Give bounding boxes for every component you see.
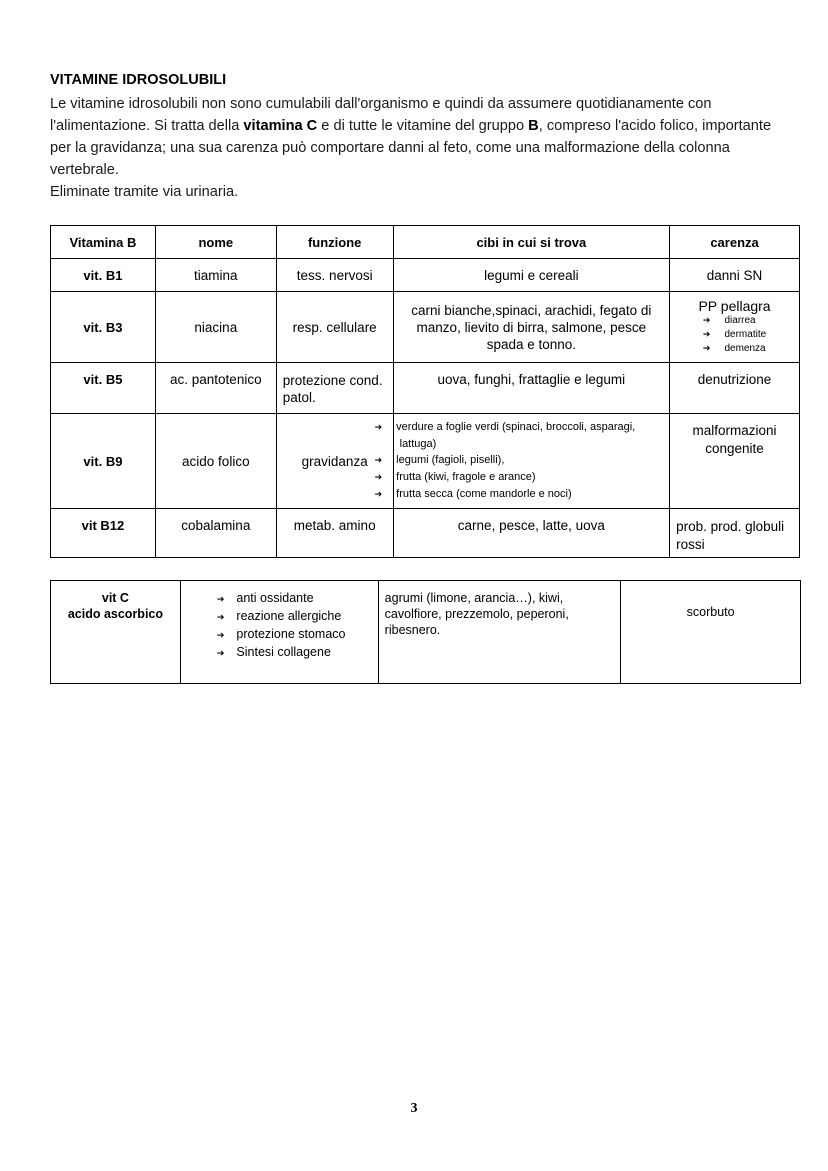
function-cell: gravidanza bbox=[276, 414, 393, 509]
list-item: ➔ Sintesi collagene bbox=[217, 644, 372, 662]
list-item: ➔ diarrea bbox=[703, 314, 766, 328]
deficiency-list bbox=[703, 314, 766, 356]
list-item: ➔ frutta secca (come mandorle e noci) bbox=[400, 486, 663, 503]
foods-list bbox=[396, 419, 663, 503]
deficiency-cell: scorbuto bbox=[621, 581, 801, 684]
header-cell: cibi in cui si trova bbox=[393, 226, 669, 259]
list-item: ➔ reazione allergiche bbox=[217, 608, 372, 626]
deficiency-title: PP pellagra bbox=[698, 298, 771, 314]
header-cell: nome bbox=[155, 226, 276, 259]
foods-cell: carni bianche,spinaci, arachidi, fegato di manzo, lievito di birra, salmone, pesce spada e tonno. bbox=[393, 292, 669, 363]
list-item: ➔ protezione stomaco bbox=[217, 626, 372, 644]
deficiency-cell: malformazioni congenite bbox=[670, 414, 800, 509]
name-cell: niacina bbox=[155, 292, 276, 363]
table-row bbox=[51, 363, 800, 414]
list-item: ➔ dermatite bbox=[703, 328, 766, 342]
table-header-row bbox=[51, 226, 800, 259]
name-cell: tiamina bbox=[155, 259, 276, 292]
name-cell: cobalamina bbox=[155, 509, 276, 558]
section-title: VITAMINE IDROSOLUBILI bbox=[50, 72, 227, 88]
vitamin-cell bbox=[51, 581, 181, 684]
intro-paragraph: Le vitamine idrosolubili non sono cumulabili dall'organismo e quindi da assumere quotidianamente con l'alimentazione. Si tratta della vitamina C e di tutte le vitamine del gruppo B, compreso l'acido folico, importante per la gravidanza; una sua carenza può comportare danni al feto, come una malformazione della colonna vertebrale. Eliminate tramite via urinaria. bbox=[50, 96, 772, 200]
list-item: ➔ demenza bbox=[703, 342, 766, 356]
list-item: ➔ frutta (kiwi, fragole e arance) bbox=[400, 469, 663, 486]
vitamin-cell: vit. B9 bbox=[51, 414, 156, 509]
function-cell bbox=[180, 581, 378, 684]
vitamin-b-table bbox=[50, 225, 800, 558]
function-cell: tess. nervosi bbox=[276, 259, 393, 292]
vitamin-cell: vit B12 bbox=[51, 509, 156, 558]
function-cell: metab. amino bbox=[276, 509, 393, 558]
foods-cell: carne, pesce, latte, uova bbox=[393, 509, 669, 558]
header-cell: Vitamina B bbox=[51, 226, 156, 259]
vitamin-label: vit C bbox=[101, 591, 129, 605]
deficiency-cell: prob. prod. globuli rossi bbox=[670, 509, 800, 558]
table-row bbox=[51, 292, 800, 363]
list-item: ➔ anti ossidante bbox=[217, 590, 372, 608]
name-cell: acido folico bbox=[155, 414, 276, 509]
function-cell: protezione cond. patol. bbox=[276, 363, 393, 414]
table-row bbox=[51, 414, 800, 509]
vitamin-cell: vit. B1 bbox=[51, 259, 156, 292]
vitamin-cell: vit. B3 bbox=[51, 292, 156, 363]
name-cell: ac. pantotenico bbox=[155, 363, 276, 414]
foods-cell bbox=[393, 414, 669, 509]
list-item: ➔ verdure a foglie verdi (spinaci, broccoli, asparagi, lattuga) bbox=[400, 419, 663, 452]
page-number: 3 bbox=[410, 1101, 418, 1116]
foods-cell: agrumi (limone, arancia…), kiwi, cavolfiore, prezzemolo, peperoni, ribesnero. bbox=[378, 581, 621, 684]
list-item: ➔ legumi (fagioli, piselli), bbox=[400, 452, 663, 469]
table-row bbox=[51, 581, 801, 684]
header-cell: funzione bbox=[276, 226, 393, 259]
table-row bbox=[51, 259, 800, 292]
foods-cell: uova, funghi, frattaglie e legumi bbox=[393, 363, 669, 414]
deficiency-cell bbox=[670, 292, 800, 363]
function-list bbox=[217, 590, 372, 662]
function-cell: resp. cellulare bbox=[276, 292, 393, 363]
header-cell: carenza bbox=[670, 226, 800, 259]
vitamin-c-table bbox=[50, 580, 801, 684]
foods-cell: legumi e cereali bbox=[393, 259, 669, 292]
table-row bbox=[51, 509, 800, 558]
vitamin-name: acido ascorbico bbox=[67, 607, 164, 621]
deficiency-cell: denutrizione bbox=[670, 363, 800, 414]
deficiency-cell: danni SN bbox=[670, 259, 800, 292]
vitamin-cell: vit. B5 bbox=[51, 363, 156, 414]
